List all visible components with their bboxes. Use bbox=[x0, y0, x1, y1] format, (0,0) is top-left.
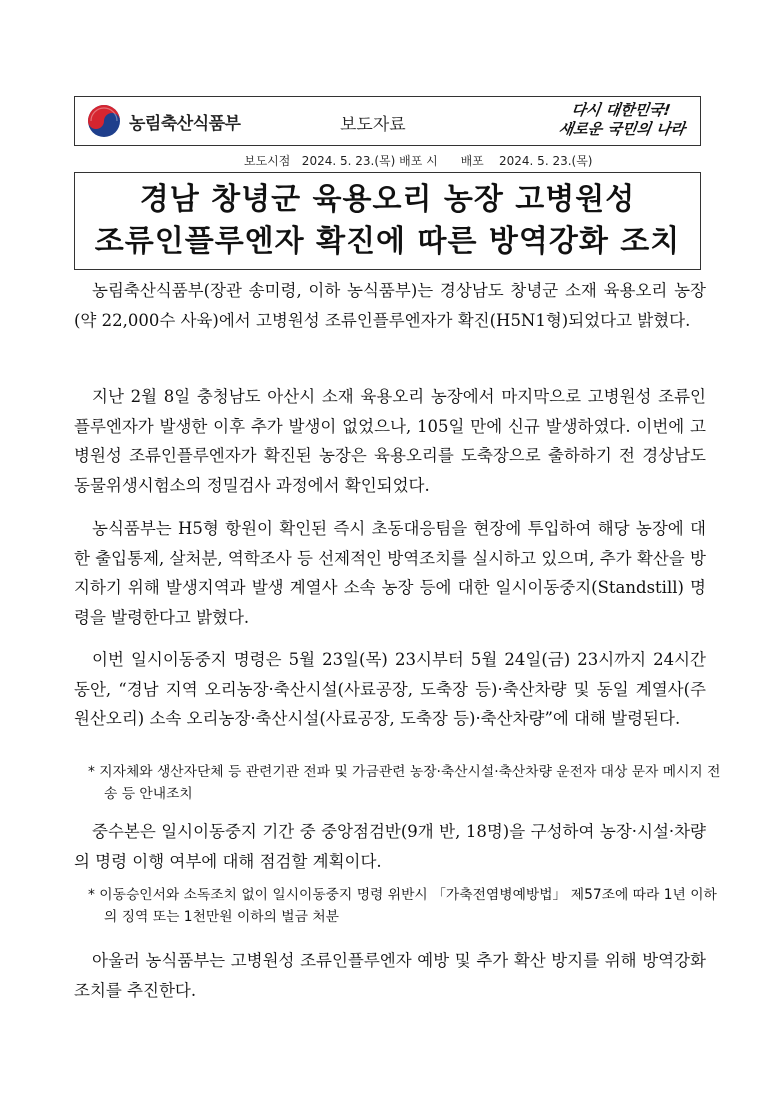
body-paragraph-5: 중수본은 일시이동중지 기간 중 중앙점검반(9개 반, 18명)을 구성하여 농장·시설·차량의 명령 이행 여부에 대해 점검할 계획이다. bbox=[74, 822, 706, 871]
slogan-line-2: 새로운 국민의 나라 bbox=[557, 120, 686, 138]
title-line-1: 경남 창녕군 육용오리 농장 고병원성 bbox=[139, 182, 636, 217]
doc-type-label: 보도자료 bbox=[340, 115, 406, 135]
body-paragraph-2: 지난 2월 8일 충청남도 아산시 소재 육용오리 농장에서 마지막으로 고병원성 조류인플루엔자가 발생한 이후 추가 발생이 없었으나, 105일 만에 신규 발생하였다. 이번에 고병원성 조류인플루엔자가 확진된 농장은 육용오리를 도축장으로 출하하기 전 경상남도 동물위생시험소의 정밀검사 과정에서 확인되었다. bbox=[74, 387, 706, 495]
header-box bbox=[74, 96, 701, 146]
body-paragraph-6: 아울러 농식품부는 고병원성 조류인플루엔자 예방 및 추가 확산 방지를 위해 방역강화 조치를 추진한다. bbox=[74, 951, 706, 1000]
ministry-name: 농림축산식품부 bbox=[129, 113, 241, 134]
body-paragraph-4: 이번 일시이동중지 명령은 5월 23일(목) 23시부터 5월 24일(금) 23시까지 24시간 동안, “경남 지역 오리농장·축산시설(사료공장, 도축장 등)·축산차량 및 동일 계열사(주원산오리) 소속 오리농장·축산시설(사료공장, 도축장 등)·축산차량”에 대해 발령된다. bbox=[74, 650, 706, 728]
body-paragraph-3: 농식품부는 H5형 항원이 확인된 즉시 초동대응팀을 현장에 투입하여 해당 농장에 대한 출입통제, 살처분, 역학조사 등 선제적인 방역조치를 실시하고 있으며, 추가 확산을 방지하기 위해 발생지역과 발생 계열사 소속 농장 등에 대한 일시이동중지(Standstill) 명령을 발령한다고 밝혔다. bbox=[74, 519, 706, 627]
ministry-logo bbox=[87, 104, 287, 138]
body-paragraph-1: 농림축산식품부(장관 송미령, 이하 농식품부)는 경상남도 창녕군 소재 육용오리 농장(약 22,000수 사육)에서 고병원성 조류인플루엔자가 확진(H5N1형)되었다고 밝혔다. bbox=[74, 281, 706, 330]
slogan-line-1: 다시 대한민국! bbox=[569, 101, 672, 119]
footnote-1: * 지자체와 생산자단체 등 관련기관 전파 및 가금관련 농장·축산시설·축산차량 운전자 대상 문자 메시지 전송 등 안내조치 bbox=[88, 764, 721, 802]
taegeuk-emblem-icon bbox=[87, 104, 121, 138]
government-slogan bbox=[557, 101, 689, 139]
release-info: 보도시점 2024. 5. 23.(목) 배포 시 배포 2024. 5. 23.(목) bbox=[244, 154, 593, 168]
title-line-2: 조류인플루엔자 확진에 따른 방역강화 조치 bbox=[94, 224, 681, 259]
title-box bbox=[74, 172, 701, 270]
footnote-2: * 이동승인서와 소독조치 없이 일시이동중지 명령 위반시 「가축전염병예방법」 제57조에 따라 1년 이하의 징역 또는 1천만원 이하의 벌금 처분 bbox=[88, 887, 717, 925]
